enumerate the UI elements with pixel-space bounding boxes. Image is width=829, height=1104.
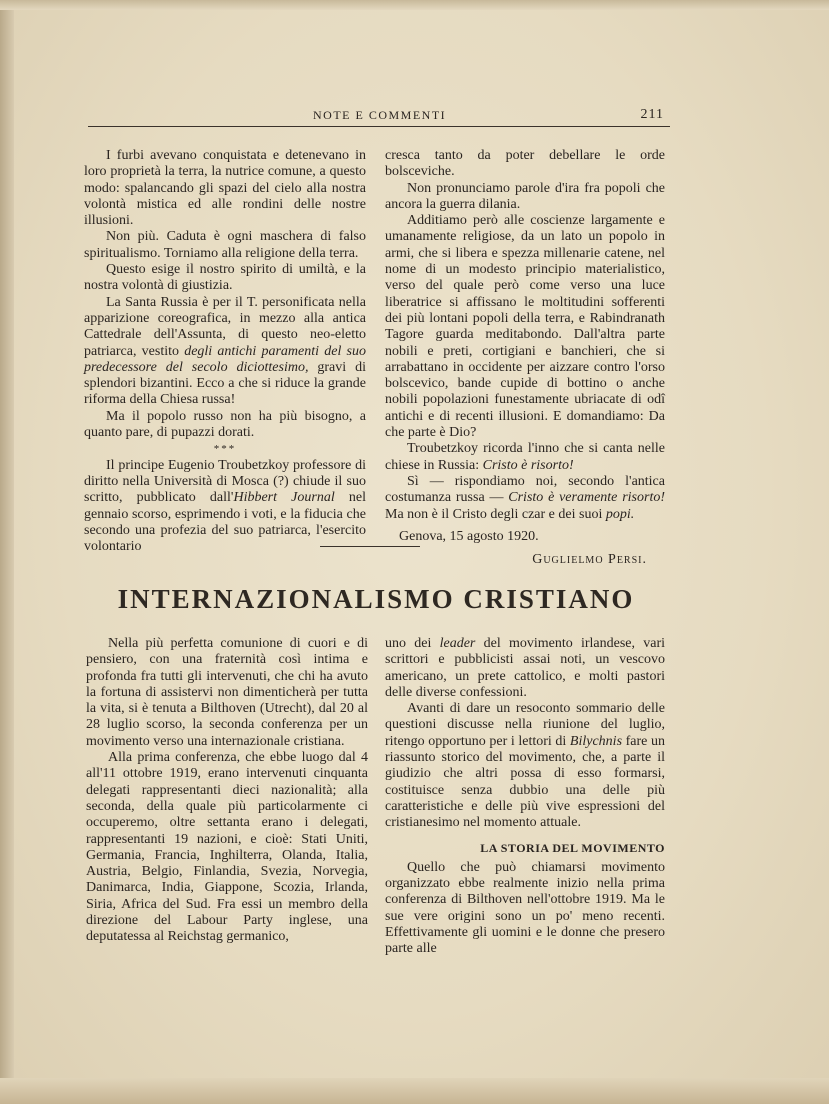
text-run: nel gennaio scorso, esprimendo i voti, e la fiducia che secondo una profezia del suo patriarca, l'esercito volontario [84, 490, 367, 555]
author-signature: Guglielmo Persi. [532, 552, 647, 568]
paragraph: Additiamo però alle coscienze largamente e umanamente religiose, da un lato un popolo in armi, che si libera e spezza millenarie catene, nel nome di un modesto principio materialistico, verso del quale però come verso una luce liberatrice si affissano le moltitudini sofferenti dei più lontani popoli della terra, e Rabindranath Tagore guarda meditabondo. Dall'altra parte nobili e preti, cortigiani e banchieri, che si arrabattano in occidente per aizzare contro l'orso bolscevico, bande cupide di bottino o anche nobili popolazioni funestamente ubriacate di odî antichi e di recenti illusioni. E domandiamo: Da che parte è Dio? [385, 213, 665, 441]
text-run: Avanti di dare un resoconto sommario delle questioni discusse nella riunione del luglio, ritengo opportuno per i lettori di [385, 701, 665, 749]
paragraph [385, 441, 665, 474]
italic-text-run: Cristo è veramente risorto! [508, 490, 665, 506]
italic-text-run: Cristo è risorto! [482, 457, 574, 473]
italic-text-run: Hibbert Journal [233, 490, 335, 506]
running-title: NOTE E COMMENTI [313, 108, 447, 122]
paragraph [84, 458, 366, 556]
section-subheading: LA STORIA DEL MOVIMENTO [480, 840, 665, 855]
paragraph: Questo esige il nostro spirito di umiltà, e la nostra volontà di giustizia. [84, 262, 366, 294]
page-number: 211 [640, 107, 664, 122]
paragraph [385, 636, 665, 701]
column-bottom-left [86, 636, 368, 946]
italic-text-run: popi. [605, 506, 635, 522]
paragraph: Non più. Caduta è ogni maschera di falso spiritualismo. Torniamo alla religione della terra. [84, 229, 366, 261]
text-run: Troubetzkoy ricorda l'inno che si canta nelle chiese in Russia: [385, 441, 665, 473]
paragraph: Quello che può chiamarsi movimento organizzato ebbe realmente inizio nella prima conferenza di Bilthoven nell'ottobre 1919. Ma le sue vere origini sono un po' meno recenti. Effettivamente gli uomini e le donne che presero parte alle [385, 859, 665, 957]
text-run: Sì — rispondiamo noi, secondo l'antica costumanza russa — [385, 473, 665, 506]
column-top-left [84, 148, 366, 555]
column-bottom-right [385, 636, 665, 958]
text-run: La Santa Russia è per il T. personificata nella apparizione coreografica, in mezzo alla antica Cattedrale dell'Assunta, di questo neo-eletto patriarca, vestito [84, 294, 366, 359]
text-run: uno dei [385, 636, 440, 651]
paragraph [385, 701, 665, 831]
italic-text-run: Bilychnis [569, 733, 623, 749]
article-title: INTERNAZIONALISMO CRISTIANO [117, 584, 635, 614]
italic-text-run: degli antichi paramenti del suo predecessore del secolo diciottesimo, [84, 343, 366, 375]
paragraph [385, 474, 665, 523]
text-run: gravi di splendori bizantini. Ecco a che si riduce la grande riforma della Chiesa russa! [84, 359, 366, 408]
text-run: Ma non è il Cristo degli czar e dei suoi [385, 506, 606, 522]
text-run: fare un riassunto storico del movimento, che, a parte il giudizio che altri possa di esso formarsi, costituisce senza dubbio una delle più caratteristiche e delle più vive espressioni del cristianesimo nel momento attuale. [385, 733, 665, 831]
paragraph: I furbi avevano conquistata e detenevano in loro proprietà la terra, la nutrice comune, a questo modo: spalancando gli spazi del cielo alla nostra volontà mistica ed alle rondini delle nostre illusioni. [84, 148, 366, 229]
paragraph: Nella più perfetta comunione di cuori e di pensiero, con una fraternità così intima e profonda fra tutti gli intervenuti, che chi ha avuto la fortuna di assistervi non dimenticherà per tutta la vita, si è tenuta a Bilthoven (Utrecht), dal 20 al 28 luglio scorso, la seconda conferenza per un movimento verso una internazionale cristiana. [86, 636, 368, 749]
dateline: Genova, 15 agosto 1920. [399, 528, 539, 544]
text-run: Il principe Eugenio Troubetzkoy professore di diritto nella Università di Mosca (?) chiude il suo scritto, pubblicato dall' [84, 457, 366, 506]
paragraph: Alla prima conferenza, che ebbe luogo dal 4 all'11 ottobre 1919, erano intervenuti cinquanta delegati rappresentanti dieci nazionalità; alla seconda, della quale più particolarmente ci occuperemo, oltre settanta erano i delegati, rappresentanti 19 nazioni, e cioè: Stati Uniti, Germania, Francia, Inghilterra, Olanda, Italia, Austria, Belgio, Finlandia, Svezia, Norvegia, Danimarca, India, Giappone, Scozia, Irlanda, Siria, Africa del Sud. Fra essi un membro della direzione del Labour Party inglese, una deputatessa al Reichstag germanico, [86, 750, 368, 945]
section-divider-stars: *** [213, 443, 237, 456]
article-separator-rule [320, 546, 420, 547]
paragraph: Non pronunciamo parole d'ira fra popoli che ancora la guerra dilania. [385, 180, 665, 212]
header-rule [88, 126, 670, 127]
running-header [88, 106, 668, 128]
paragraph: Ma il popolo russo non ha più bisogno, a quanto pare, di pupazzi dorati. [84, 408, 366, 441]
paragraph: cresca tanto da poter debellare le orde bolsceviche. [385, 148, 665, 180]
page-bottom-edge [0, 1078, 829, 1104]
page-top-edge [0, 0, 829, 10]
text-run: del movimento irlandese, vari scrittori e pubblicisti assai noti, un vescovo americano, un prete cattolico, e molti pastori delle diverse confessioni. [385, 636, 665, 700]
paragraph [84, 295, 366, 409]
italic-text-run: leader [439, 636, 476, 651]
page-binding-edge [0, 0, 14, 1104]
column-top-right [385, 148, 665, 568]
